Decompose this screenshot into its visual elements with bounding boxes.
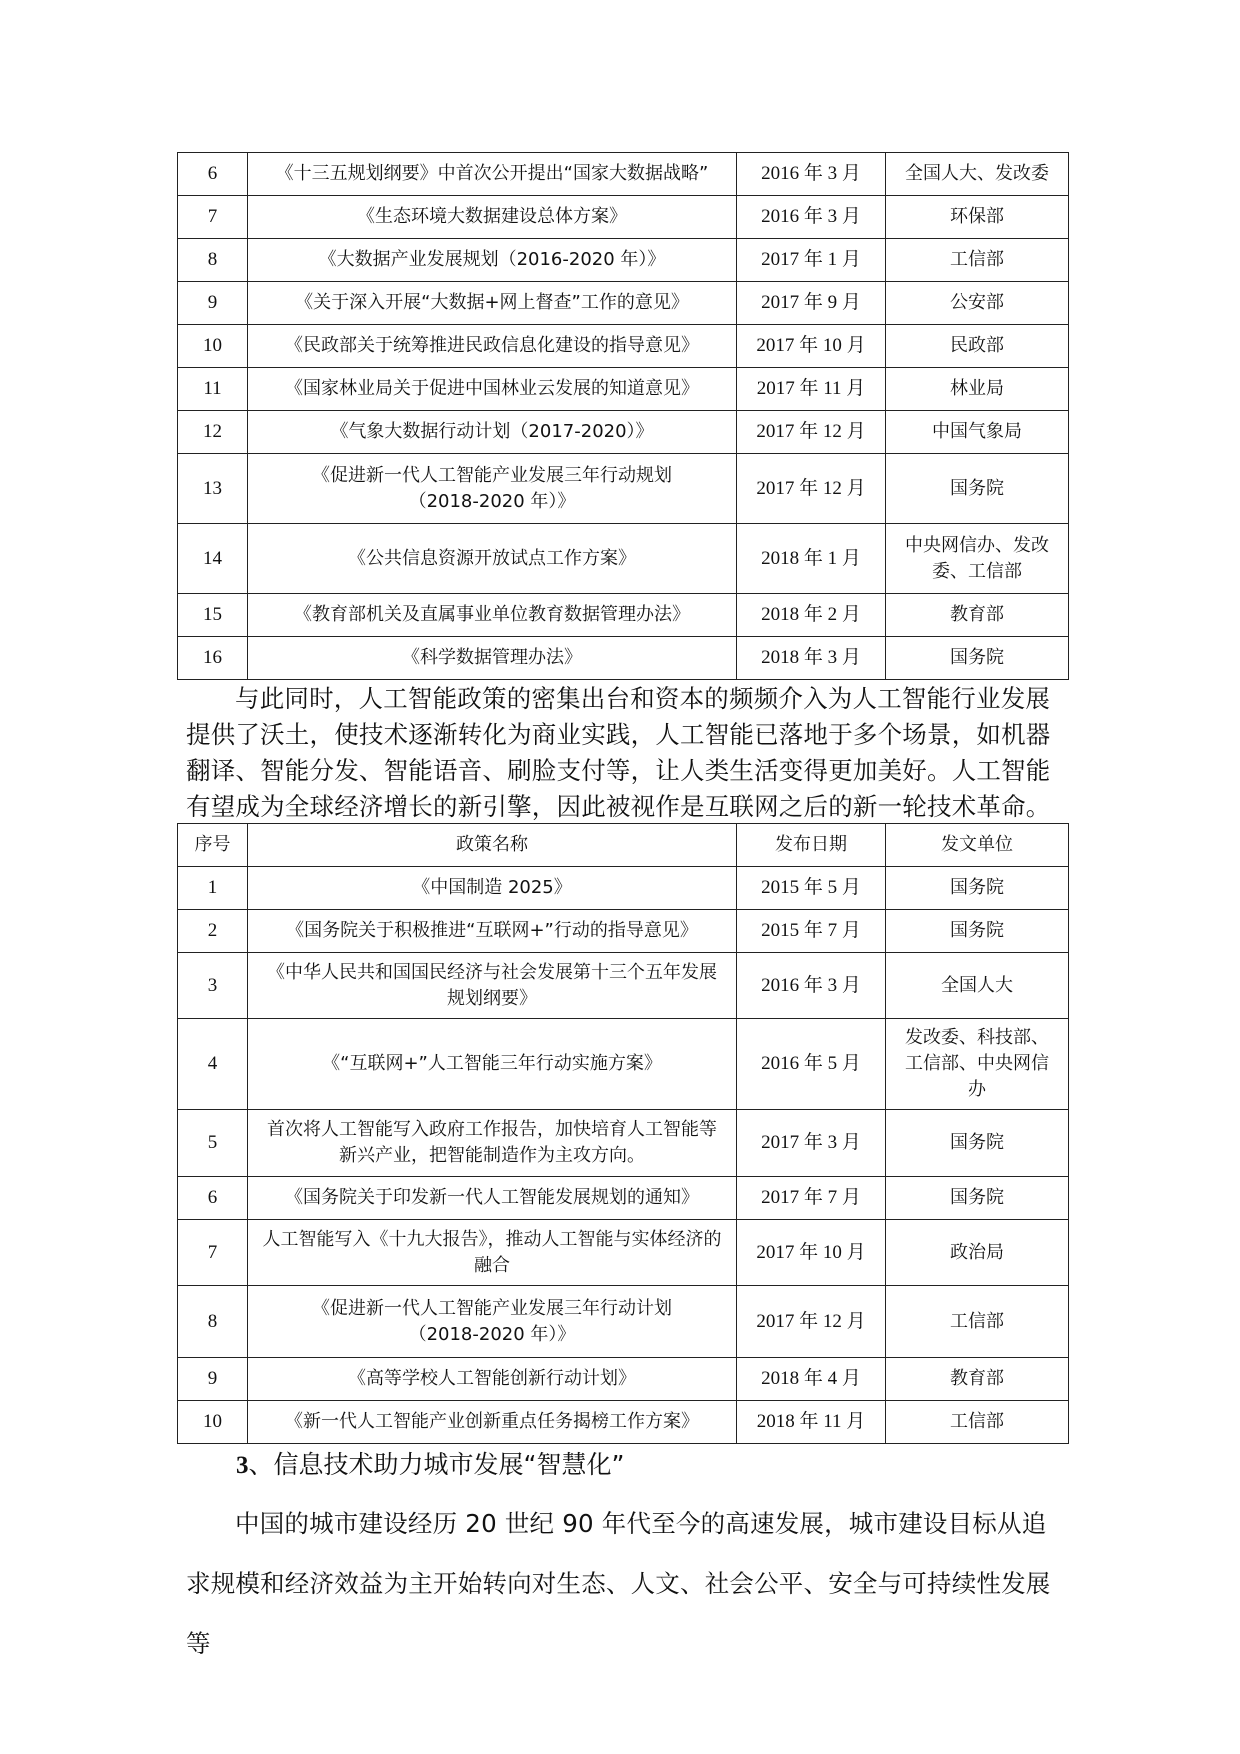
policy-name: 《促进新一代人工智能产业发展三年行动计划（2018-2020 年）》 (248, 1286, 737, 1358)
release-date: 2016 年 5 月 (737, 1019, 886, 1110)
release-date: 2016 年 3 月 (737, 953, 886, 1019)
release-date: 2018 年 2 月 (737, 594, 886, 637)
table-row (178, 1220, 1069, 1286)
release-date: 2018 年 11 月 (737, 1401, 886, 1444)
row-number: 7 (178, 1220, 248, 1286)
row-number: 8 (178, 239, 248, 282)
issuer: 工信部 (886, 1286, 1069, 1358)
policy-name: 《大数据产业发展规划（2016-2020 年）》 (248, 239, 737, 282)
big-data-policy-table (177, 152, 1069, 680)
row-number: 7 (178, 196, 248, 239)
issuer: 发改委、科技部、工信部、中央网信办 (886, 1019, 1069, 1110)
issuer: 国务院 (886, 1110, 1069, 1177)
policy-name: 《公共信息资源开放试点工作方案》 (248, 524, 737, 594)
policy-name: 《中华人民共和国国民经济与社会发展第十三个五年发展规划纲要》 (248, 953, 737, 1019)
release-date: 2017 年 9 月 (737, 282, 886, 325)
row-number: 6 (178, 1177, 248, 1220)
table-row (178, 1177, 1069, 1220)
issuer: 全国人大、发改委 (886, 153, 1069, 196)
table-row (178, 153, 1069, 196)
release-date: 2015 年 5 月 (737, 867, 886, 910)
row-number: 10 (178, 325, 248, 368)
row-number: 12 (178, 411, 248, 454)
release-date: 2017 年 7 月 (737, 1177, 886, 1220)
release-date: 2017 年 3 月 (737, 1110, 886, 1177)
table-header-row (178, 824, 1069, 867)
table-row (178, 953, 1069, 1019)
policy-name: 《高等学校人工智能创新行动计划》 (248, 1358, 737, 1401)
row-number: 1 (178, 867, 248, 910)
release-date: 2017 年 12 月 (737, 411, 886, 454)
row-number: 9 (178, 282, 248, 325)
release-date: 2018 年 4 月 (737, 1358, 886, 1401)
row-number: 13 (178, 454, 248, 524)
column-header-issuer: 发文单位 (886, 824, 1069, 867)
release-date: 2017 年 10 月 (737, 1220, 886, 1286)
table-row (178, 910, 1069, 953)
section-title: 、信息技术助力城市发展“智慧化” (248, 1450, 625, 1479)
issuer: 国务院 (886, 454, 1069, 524)
table-row (178, 411, 1069, 454)
policy-name: 《国务院关于印发新一代人工智能发展规划的通知》 (248, 1177, 737, 1220)
row-number: 9 (178, 1358, 248, 1401)
row-number: 10 (178, 1401, 248, 1444)
release-date: 2017 年 11 月 (737, 368, 886, 411)
issuer: 工信部 (886, 1401, 1069, 1444)
policy-name: 《民政部关于统筹推进民政信息化建设的指导意见》 (248, 325, 737, 368)
issuer: 教育部 (886, 594, 1069, 637)
row-number: 14 (178, 524, 248, 594)
section-number: 3 (236, 1452, 249, 1479)
release-date: 2016 年 3 月 (737, 196, 886, 239)
body-paragraph: 中国的城市建设经历 20 世纪 90 年代至今的高速发展，城市建设目标从追求规模和经济效益为主开始转向对生态、人文、社会公平、安全与可持续性发展等 (186, 1509, 1051, 1658)
row-number: 3 (178, 953, 248, 1019)
issuer: 教育部 (886, 1358, 1069, 1401)
issuer: 民政部 (886, 325, 1069, 368)
policy-name: 《气象大数据行动计划（2017-2020）》 (248, 411, 737, 454)
policy-name: 《关于深入开展“大数据+网上督查”工作的意见》 (248, 282, 737, 325)
issuer: 全国人大 (886, 953, 1069, 1019)
table-row (178, 524, 1069, 594)
table-row (178, 1358, 1069, 1401)
table-row (178, 867, 1069, 910)
release-date: 2017 年 12 月 (737, 454, 886, 524)
issuer: 国务院 (886, 910, 1069, 953)
column-header-name: 政策名称 (248, 824, 737, 867)
table-row (178, 1286, 1069, 1358)
issuer: 工信部 (886, 239, 1069, 282)
release-date: 2017 年 10 月 (737, 325, 886, 368)
policy-name: 《科学数据管理办法》 (248, 637, 737, 680)
policy-name: 《国务院关于积极推进“互联网+”行动的指导意见》 (248, 910, 737, 953)
row-number: 6 (178, 153, 248, 196)
row-number: 4 (178, 1019, 248, 1110)
issuer: 环保部 (886, 196, 1069, 239)
policy-name: 人工智能写入《十九大报告》，推动人工智能与实体经济的融合 (248, 1220, 737, 1286)
table-row (178, 454, 1069, 524)
body-paragraph: 与此同时，人工智能政策的密集出台和资本的频频介入为人工智能行业发展提供了沃土，使技术逐渐转化为商业实践，人工智能已落地于多个场景，如机器翻译、智能分发、智能语音、刷脸支付等，让人类生活变得更加美好。人工智能有望成为全球经济增长的新引擎，因此被视作是互联网之后的新一轮技术革命。 (186, 684, 1051, 821)
issuer: 中国气象局 (886, 411, 1069, 454)
section-heading (236, 1448, 624, 1483)
issuer: 政治局 (886, 1220, 1069, 1286)
row-number: 11 (178, 368, 248, 411)
release-date: 2016 年 3 月 (737, 153, 886, 196)
release-date: 2017 年 12 月 (737, 1286, 886, 1358)
issuer: 中央网信办、发改委、工信部 (886, 524, 1069, 594)
table-row (178, 239, 1069, 282)
issuer: 国务院 (886, 867, 1069, 910)
release-date: 2018 年 1 月 (737, 524, 886, 594)
policy-name: 首次将人工智能写入政府工作报告，加快培育人工智能等新兴产业，把智能制造作为主攻方向。 (248, 1110, 737, 1177)
policy-name: 《“互联网+”人工智能三年行动实施方案》 (248, 1019, 737, 1110)
policy-name: 《中国制造 2025》 (248, 867, 737, 910)
issuer: 林业局 (886, 368, 1069, 411)
release-date: 2017 年 1 月 (737, 239, 886, 282)
issuer: 国务院 (886, 637, 1069, 680)
table-row (178, 637, 1069, 680)
table-row (178, 594, 1069, 637)
table-row (178, 1110, 1069, 1177)
policy-name: 《生态环境大数据建设总体方案》 (248, 196, 737, 239)
row-number: 16 (178, 637, 248, 680)
policy-name: 《国家林业局关于促进中国林业云发展的知道意见》 (248, 368, 737, 411)
column-header-date: 发布日期 (737, 824, 886, 867)
policy-name: 《教育部机关及直属事业单位教育数据管理办法》 (248, 594, 737, 637)
row-number: 15 (178, 594, 248, 637)
table-row (178, 368, 1069, 411)
row-number: 5 (178, 1110, 248, 1177)
table-row (178, 1019, 1069, 1110)
issuer: 公安部 (886, 282, 1069, 325)
row-number: 2 (178, 910, 248, 953)
row-number: 8 (178, 1286, 248, 1358)
table-row (178, 1401, 1069, 1444)
table-row (178, 196, 1069, 239)
table-row (178, 325, 1069, 368)
release-date: 2018 年 3 月 (737, 637, 886, 680)
release-date: 2015 年 7 月 (737, 910, 886, 953)
policy-name: 《促进新一代人工智能产业发展三年行动规划（2018-2020 年）》 (248, 454, 737, 524)
ai-policy-table (177, 823, 1069, 1444)
issuer: 国务院 (886, 1177, 1069, 1220)
policy-name: 《新一代人工智能产业创新重点任务揭榜工作方案》 (248, 1401, 737, 1444)
table-row (178, 282, 1069, 325)
column-header-no: 序号 (178, 824, 248, 867)
policy-name: 《十三五规划纲要》中首次公开提出“国家大数据战略” (248, 153, 737, 196)
